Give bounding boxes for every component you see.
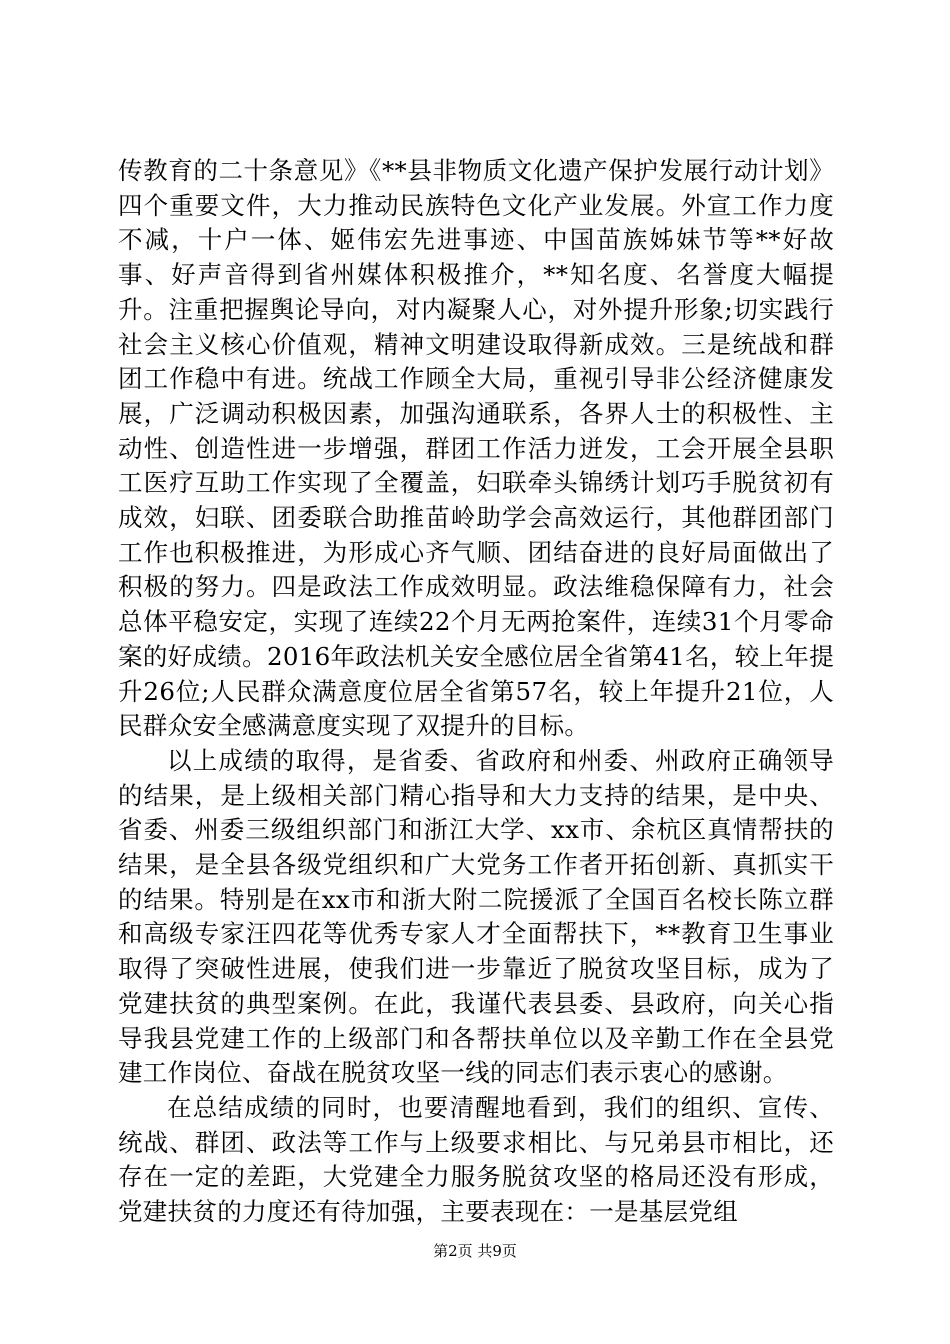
paragraph-3: 在总结成绩的同时，也要清醒地看到，我们的组织、宣传、统战、群团、政法等工作与上级要求相比、与兄弟县市相比，还存在一定的差距，大党建全力服务脱贫攻坚的格局还没有形成，党建扶贫的力度还有待加强，主要表现在：一是基层党组 (118, 1092, 834, 1227)
paragraph-2: 以上成绩的取得，是省委、省政府和州委、州政府正确领导的结果，是上级相关部门精心指导和大力支持的结果，是中央、省委、州委三级组织部门和浙江大学、xx市、余杭区真情帮扶的结果，是全县各级党组织和广大党务工作者开拓创新、真抓实干的结果。特别是在xx市和浙大附二院援派了全国百名校长陈立群和高级专家汪四花等优秀专家人才全面帮扶下，**教育卫生事业取得了突破性进展，使我们进一步靠近了脱贫攻坚目标，成为了党建扶贫的典型案例。在此，我谨代表县委、县政府，向关心指导我县党建工作的上级部门和各帮扶单位以及辛勤工作在全县党建工作岗位、奋战在脱贫攻坚一线的同志们表示衷心的感谢。 (118, 745, 834, 1088)
document-body (118, 154, 834, 1230)
page-footer: 第2页 共9页 (433, 1242, 517, 1260)
paragraph-1: 传教育的二十条意见》《**县非物质文化遗产保护发展行动计划》四个重要文件，大力推动民族特色文化产业发展。外宣工作力度不减，十户一体、姬伟宏先进事迹、中国苗族姊妹节等**好故事、好声音得到省州媒体积极推介，**知名度、名誉度大幅提升。注重把握舆论导向，对内凝聚人心，对外提升形象;切实践行社会主义核心价值观，精神文明建设取得新成效。三是统战和群团工作稳中有进。统战工作顾全大局，重视引导非公经济健康发展，广泛调动积极因素，加强沟通联系，各界人士的积极性、主动性、创造性进一步增强，群团工作活力迸发，工会开展全县职工医疗互助工作实现了全覆盖，妇联牵头锦绣计划巧手脱贫初有成效，妇联、团委联合助推苗岭助学会高效运行，其他群团部门工作也积极推进，为形成心齐气顺、团结奋进的良好局面做出了积极的努力。四是政法工作成效明显。政法维稳保障有力，社会总体平稳安定，实现了连续22个月无两抢案件，连续31个月零命案的好成绩。2016年政法机关安全感位居全省第41名，较上年提升26位;人民群众满意度位居全省第57名，较上年提升21位，人民群众安全感满意度实现了双提升的目标。 (118, 156, 834, 741)
